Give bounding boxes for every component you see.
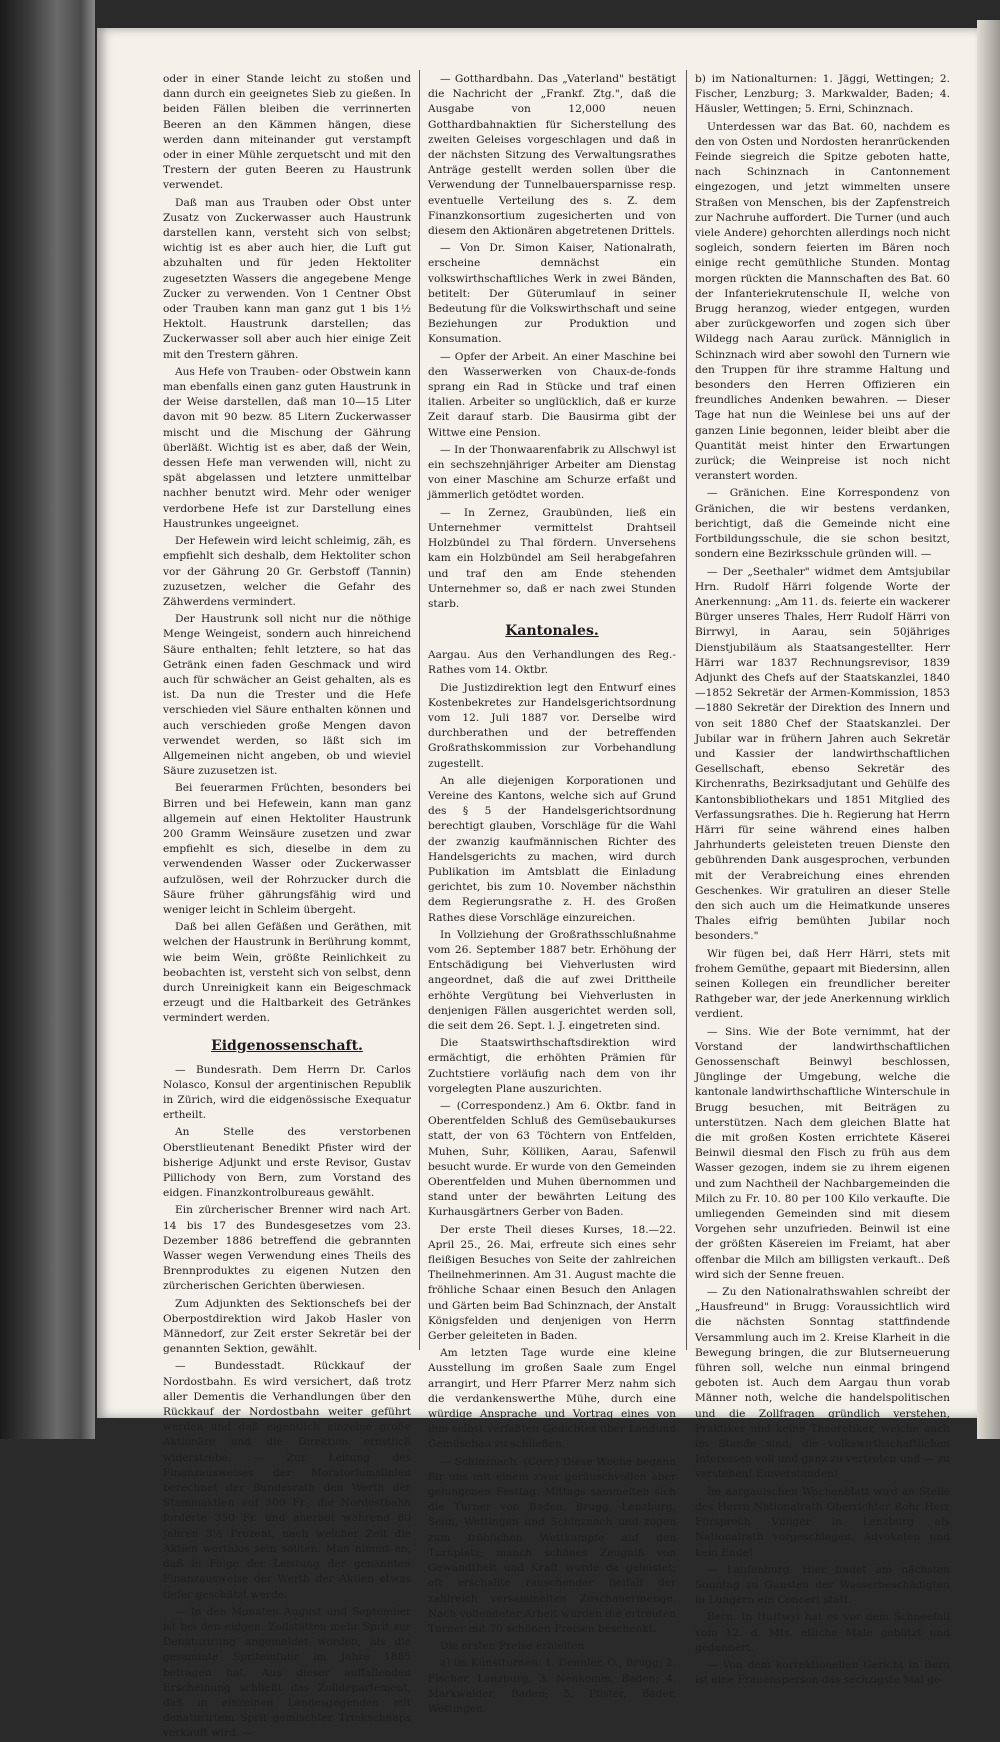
paragraph: — Von Dr. Simon Kaiser, Nationalrath, erscheine demnächst ein volkswirthschaftliches Werk in zwei Bänden, betitelt: Der Güterumlauf in seiner Bedeutung für die Volkswirthschaft und seine Beziehungen zur Produktion und Konsumation. (428, 242, 676, 346)
paragraph: Bei feuerarmen Früchten, besonders bei Birren und bei Hefewein, kann man ganz allgemein auf einen Hektoliter Haustrunk 200 Gramm Weinsäure zusetzen und zwar empfiehlt es sich, dieselbe in dem zu verwendenden Wasser oder Zuckerwasser aufzulösen, weil der Rohrzucker durch die Säure früher gährungsfähig wird und weniger leicht in Schleim übergeht. (163, 782, 411, 916)
paragraph: a) im Kunstturnen: 1. Dennler, O., Brugg; 2. Fischer, Lenzburg; 3. Nenkomm, Baden; 4. Markwalder, Baden; 5. Pfister, Bader, Wettingen. (428, 1657, 676, 1715)
paragraph: — Der „Seethaler" widmet dem Amtsjubilar Hrn. Rudolf Härri folgende Worte der Anerkennung: „Am 11. ds. feierte ein wackerer Bürger unseres Thales, Herr Rudolf Härri von Birrwyl, in Aarau, sein 50jähriges Dienstjubiläum als Staatsangestellter. Herr Härri war 1837 Rechnungsrevisor, 1839 Adjunkt des Chefs auf der Staatskanzlei, 1840—1852 Sekretär der Armen-Kommission, 1853—1880 Sekretär der Direktion des Innern und von seit 1880 Chef der Staatskanzlei. Der Jubilar war in frühern Jahren auch Sekretär und Kassier der landwirthschaftlichen Gesellschaft, ebenso Sekretär des Kirchenraths, Bezirksadjutant und Gehülfe des Kantonsbibliothekars und 1851 Mitglied des Verfassungsrathes. Die h. Regierung hat Herrn Härri für seine während eines halben Jahrhunderts geleisteten treuen Dienste den gebührenden Dank ausgesprochen, verbunden mit der Verabreichung eines ehrenden Geschenkes. Wir gratuliren an dieser Stelle den sich auch um die Heimatkunde unseres Thales eifrig bemühten Jubilar noch besonders." (695, 565, 950, 943)
book-spine (0, 0, 95, 1439)
paragraph: Die Justizdirektion legt den Entwurf eines Kostenbekretes zur Handelsgerichtsordnung vom 12. Juli 1887 vor. Derselbe wird durchberathen und der betreffenden Großrathskommission zur Vorbehandlung zugestellt. (428, 681, 676, 770)
paragraph: Der Hefewein wird leicht schleimig, zäh, es empfiehlt sich deshalb, dem Hektoliter schon vor der Gährung 20 Gr. Gerbstoff (Tannin) zuzusetzen, welcher die Gefahr des Zähwerdens vermindert. (163, 535, 411, 608)
paragraph: An alle diejenigen Korporationen und Vereine des Kantons, welche sich auf Grund des § 5 der Handelsgerichtsordnung berechtigt glauben, Vorschläge für die Wahl der zwanzig kaufmännischen Richter des Handelsgerichts zu machen, wird durch Publikation im Amtsblatt die Einladung gerichtet, bis zum 10. November nächsthin dem Regierungsrathe z. H. des Großen Rathes diese Vorschläge einzureichen. (428, 774, 676, 924)
paragraph: — Von dem korrektionellen Gericht in Bern ist eine Frauensperson das sechzigste Mal ge- (695, 1658, 950, 1687)
paragraph: — Zu den Nationalrathswahlen schreibt der „Hausfreund" in Brugg: Voraussichtlich wird die nächsten Sonntag stattfindende Versammlung auch im 2. Kreise Klarheit in die Bewegung bringen, die zur Blutserneuerung führen soll, welche nun einmal bringend geboten ist. Auch dem Aargau thun vorab Männer noth, welche die handelspolitischen und die Zollfragen gründlich verstehen, Praktiker und keine Theoretiker, welche auch im Stande sind, die volkswirthschaftlichen Interessen voll und ganz zu vertreten und — zu verstehen! Einverstanden! (695, 1286, 950, 1481)
paragraph: Die Staatswirthschaftsdirektion wird ermächtigt, die erhöhten Prämien für Zuchtstiere vorläufig nach dem von ihr vorgelegten Plane auszurichten. (428, 1037, 676, 1095)
paragraph: b) im Nationalturnen: 1. Jäggi, Wettingen; 2. Fischer, Lenzburg; 3. Markwalder, Baden; 4. Häusler, Wettingen; 5. Erni, Schinznach. (695, 73, 950, 116)
paragraph: — Bundesstadt. Rückkauf der Nordostbahn. Es wird versichert, daß trotz aller Dementis die Verhandlungen über den Rückkauf der Nordostbahn weiter geführt werden und daß eigentlich einzelne große Aktionäre und die Direktion ernstlich widerstrebe. — Zur Leitung des Finanzausweises der Moratoriumslinien berechnet der Bundesrath den Werth der Stammaktien auf 300 Fr., die Nordostbahn forderte 350 Fr. und anerbot während 80 Jahren 3½ Prozent, nach welcher Zeit die Aktien werthlos sein sollten. Man nimmt an, daß in Folge der Leistung der genannten Finanzausweise der Werth der Aktien etwas tiefer geschätzt werde. (163, 1360, 411, 1601)
paragraph: Daß bei allen Gefäßen und Geräthen, mit welchen der Haustrunk in Berührung kommt, wie beim Wein, größte Reinlichkeit zu beobachten ist, versteht sich von selbst, denn durch Unreinigkeit kann ein Beigeschmack erzeugt und die Haltbarkeit des Getränkes vermindert werden. (163, 921, 411, 1025)
column-rule-2 (686, 70, 687, 1350)
paragraph: Ein zürcherischer Brenner wird nach Art. 14 bis 17 des Bundesgesetzes vom 23. Dezember 1886 betreffend die gebrannten Wasser wegen Verwendung eines Theils des Brennproduktes zu eigenen Nutzen den zürcherischen Gerichten überwiesen. (163, 1204, 411, 1293)
column-1 (163, 72, 411, 1740)
paragraph: — Gotthardbahn. Das „Vaterland" bestätigt die Nachricht der „Frankf. Ztg.", daß die Ausgabe von 12,000 neuen Gotthardbahnaktien für Sicherstellung des zweiten Geleises vorgeschlagen und daß in der nächsten Sitzung des Verwaltungsrathes Anträge gestellt werden sollen über die Verwendung der Tunnelbauersparnisse resp. eventuelle Verteilung des s. Z. dem Finanzkonsortium zugesicherten und von diesem den Aktionären abgetretenen Drittels. (428, 73, 676, 238)
column-rule-1 (419, 70, 420, 1350)
paragraph: Die ersten Preise erhielten (440, 1640, 585, 1653)
paragraph: Wir fügen bei, daß Herr Härri, stets mit frohem Gemüthe, gepaart mit Biedersinn, allen seinen Kollegen ein freundlicher bereiter Rathgeber war, der jede Anerkennung wirklich verdient. (695, 947, 950, 1021)
paragraph: In Vollziehung der Großrathsschlußnahme vom 26. September 1887 betr. Erhöhung der Entschädigung bei Viehverlusten wird angeordnet, daß die auf zwei Drittheile erhöhte Vergütung bei Viehverlusten in denjenigen Fällen ausgerichtet werden soll, die seit dem 26. Sept. l. J. eingetreten sind. (428, 928, 676, 1032)
paragraph: — Schinznach. (Corr.) Diese Woche begann für uns mit einem zwar geräuschvollen aber gelungenen Festtag. Mittags sammelten sich die Turner von Baden, Brugg, Lenzburg, Seon, Wettingen und Schinznach und zogen zum fröhlichen Wettkampfe auf den Turnplatz; manch schönes Zeugniß von Gewandtheit und Kraft wurde da geleistet; oft erschallte rauschender Beifall der zahlreich versammelten Zuschauermenge. Nach vollendeter Arbeit wurden die erfreuten Turner mit 70 schönen Preisen beschenkt. (428, 1455, 676, 1635)
paragraph: Unterdessen war das Bat. 60, nachdem es den von Osten und Nordosten heranrückenden Feinde siegreich die Spitze geboten hatte, nach Schinznach in Cantonnement eingezogen, und jetzt wimmelten unsere Straßen von Menschen, bis der Zapfenstreich zur Nachruhe auffordert. Die Turner (und auch viele Andere) gehorchten allerdings noch nicht sogleich, sondern feierten im Bären noch einige recht gemüthliche Stunden. Montag morgen rückten die Mannschaften des Bat. 60 der Infanteriekrutenschule II, welche von Brugg heranzog, wieder entgegen, wurden aber zurückgeworfen und zogen sich über Wildegg nach Aarau zurück. Männiglich in Schinznach wird aber sowohl den Turnern wie den Truppen für ihre stramme Haltung und besonders den Herren Offizieren ein freundliches Andenken bewahren. — Dieser Tage hat nun die Weinlese bei uns auf der ganzen Linie begonnen, leider bleibt aber die Quantität meist hinter den Erwartungen zurück; die Weinpreise ist noch nicht veranstert worden. (695, 120, 950, 483)
paragraph: oder in einer Stande leicht zu stoßen und dann durch ein geeignetes Sieb zu gießen. In beiden Fällen bleiben die verrinnerten Beeren an den Kämmen hängen, diese werden dann miteinander gut verstampft oder in einer Mühle zerquetscht und mit den Trestern der guten Beeren zu Haustrunk verwendet. (163, 73, 411, 192)
paragraph: — Bundesrath. Dem Herrn Dr. Carlos Nolasco, Konsul der argentinischen Republik in Zürich, wird die eidgenössische Exequatur ertheilt. (163, 1063, 411, 1122)
section-heading: Kantonales. (505, 623, 599, 640)
paragraph: An Stelle des verstorbenen Oberstlieutenant Benedikt Pfister wird der bisherige Adjunkt und erste Revisor, Gustav Pillichody von Bern, zum Vorstand des eidgen. Finanzkontrolbureaus gewählt. (163, 1126, 411, 1200)
paragraph: — In Zernez, Graubünden, ließ ein Unternehmer vermittelst Drahtseil Holzbündel zu Thal fördern. Unversehens kam ein Holzbündel am Seil herabgefahren und traf den am Ende stehenden Unternehmer so, daß er nach zwei Stunden starb. (428, 506, 676, 610)
paragraph: — (Correspondenz.) Am 6. Oktbr. fand in Oberentfelden Schluß des Gemüsebaukurses statt, der von 63 Töchtern von Entfelden, Muhen, Suhr, Kölliken, Aarau, Safenwil besucht wurde. Er wurde von den Gemeinden Oberentfelden und Muhen übernommen und stand unter der bewährten Leitung des Kurhausgärtners Gerber von Baden. (428, 1100, 676, 1219)
paragraph: — Gränichen. Eine Korrespondenz von Gränichen, die wir bestens verdanken, berichtigt, daß die Gemeinde nicht eine Fortbildungsschule, die sie schon besitzt, sondern eine Bezirksschule gründen will. — (695, 487, 950, 561)
paragraph: Am letzten Tage wurde eine kleine Ausstellung im großen Saale zum Engel arrangirt, und Herr Pfarrer Merz nahm sich die verdankenswerthe Mühe, durch eine würdige Ansprache und Vortrag eines von ihm selbst verfaßten Gedichtes über Landund Gemüsebau zu schließen. (428, 1347, 676, 1451)
paragraph: Im aargauischen Wochenblatt wird an Stelle des Herrn Nationalrath Oberrichter Rohr Herr Fürsprech Villiger in Lenzburg als Nationalrath vorgeschlagen. Advokaten und kein Ende! (695, 1485, 950, 1559)
paragraph: — Laufenburg. Hier findet am nächsten Sonntag zu Gunsten der Wasserbeschädigten in Lungern ein Concert statt. (695, 1563, 950, 1607)
column-2 (428, 72, 676, 1715)
paragraph: Aargau. Aus den Verhandlungen des Reg.-Rathes vom 14. Oktbr. (428, 649, 676, 677)
paragraph: Der erste Theil dieses Kurses, 18.—22. April 25., 26. Mai, erfreute sich eines sehr fleißigen Besuches von Seite der zahlreichen Theilnehmerinnen. Am 31. August machte die fröhliche Schaar einen Besuch den Anlagen und Gärten beim Bad Schinznach, der Anstalt Königsfelden und denjenigen von Herrn Gerber geleiteten in Baden. (428, 1223, 676, 1343)
paragraph: Bern. In Huttwyl hat es vor dem Schneefall vom 12. d. Mts. etliche Male geblitzt und gedonnert. (695, 1611, 950, 1654)
paragraph: — In der Thonwaarenfabrik zu Allschwyl ist ein sechszehnjähriger Arbeiter am Dienstag von einer Maschine am Schurze erfaßt und jämmerlich getödtet worden. (428, 443, 676, 502)
page-edge (977, 20, 1000, 1439)
paragraph: Zum Adjunkten des Sektionschefs bei der Oberpostdirektion wird Jakob Hasler von Männedorf, zur Zeit erster Sekretär bei der genannten Sektion, gewählt. (163, 1297, 411, 1356)
section-heading: Eidgenossenschaft. (211, 1037, 363, 1054)
paragraph: — Sins. Wie der Bote vernimmt, hat der Vorstand der landwirthschaftlichen Genossenschaft Beinwyl beschlossen, Jünglinge der Umgebung, welche die kantonale landwirthschaftliche Winterschule in Brugg besuchen, mit Beiträgen zu unterstützen. Nach dem gleichen Blatte hat die mit großen Kosten errichtete Käserei Beinwil diesmal den Fisch zu früh aus dem Wasser gezogen, indem sie zu ihrem eigenen und zum Nachtheil der Nachbargemeinden die Milch zu Fr. 10. 80 per 100 Kilo verkaufte. Die umliegenden Gemeinden sind mit diesem Vorgehen sehr unzufrieden. Beinwil ist eine der größten Käsereien im Freiamt, hat aber offenbar die Milch am billigsten verkauft.. Deß wird sich der Senne freuen. (695, 1025, 950, 1281)
paragraph: — Opfer der Arbeit. An einer Maschine bei den Wasserwerken von Chaux-de-fonds sprang ein Rad in Stücke und traf einen italien. Arbeiter so unglücklich, daß er kurze Zeit darauf starb. Die Bausirma gibt der Wittwe eine Pension. (428, 350, 676, 439)
paragraph: Daß man aus Trauben oder Obst unter Zusatz von Zuckerwasser auch Haustrunk darstellen kann, versteht sich von selbst; wichtig ist es aber auch hier, die Luft gut abzuhalten und für jeden Hektoliter zugesetzten Wassers die angegebene Menge Zucker zu verwenden. Von 1 Centner Obst oder Trauben kann man ganz gut 1 bis 1½ Hektolt. Haustrunk darstellen; das Zuckerwasser soll aber auch hier einige Zeit mit den Trestern gähren. (163, 196, 411, 361)
column-3 (695, 72, 950, 1687)
paragraph: Der Haustrunk soll nicht nur die nöthige Menge Weingeist, sondern auch hinreichend Säure enthalten; fehlt letztere, so hat das Getränk einen faden Geschmack und wird auch für schwächer an Geist gehalten, als es ist. Da nun die Trester und die Hefe verschieden viel Säure enthalten können und auch verschieden große Mengen davon verwendet werden, so läßt sich im Allgemeinen nicht angeben, ob und wieviel Säure zuzusetzen ist. (163, 613, 411, 778)
paragraph: — In den Monaten August und September ist bei den eidgen. Zollstätten mehr Sprit zur Denaturirung angemeldet worden, als die gesammte Spriteinfuhr im Jahre 1885 betragen hat. Aus dieser auffallenden Erscheinung schließt das Zolldepartement, daß in einzelnen Landesgegenden mit denaturirtem Sprit gemischter Trinkschnaps verkauft wird. — (163, 1605, 411, 1740)
paragraph: Aus Hefe von Trauben- oder Obstwein kann man ebenfalls einen ganz guten Haustrunk in der Weise darstellen, daß man 10—15 Liter davon mit 90 bezw. 85 Litern Zuckerwasser mischt und die Mischung der Gährung überläßt. Wichtig ist es aber, daß der Wein, dessen Hefe man verwenden will, nicht zu spät abgelassen und letztere unmittelbar nachher benutzt wird. Mehr oder weniger verdorbene Hefe ist zur Darstellung eines Haustrunkes ungeeignet. (163, 365, 411, 530)
